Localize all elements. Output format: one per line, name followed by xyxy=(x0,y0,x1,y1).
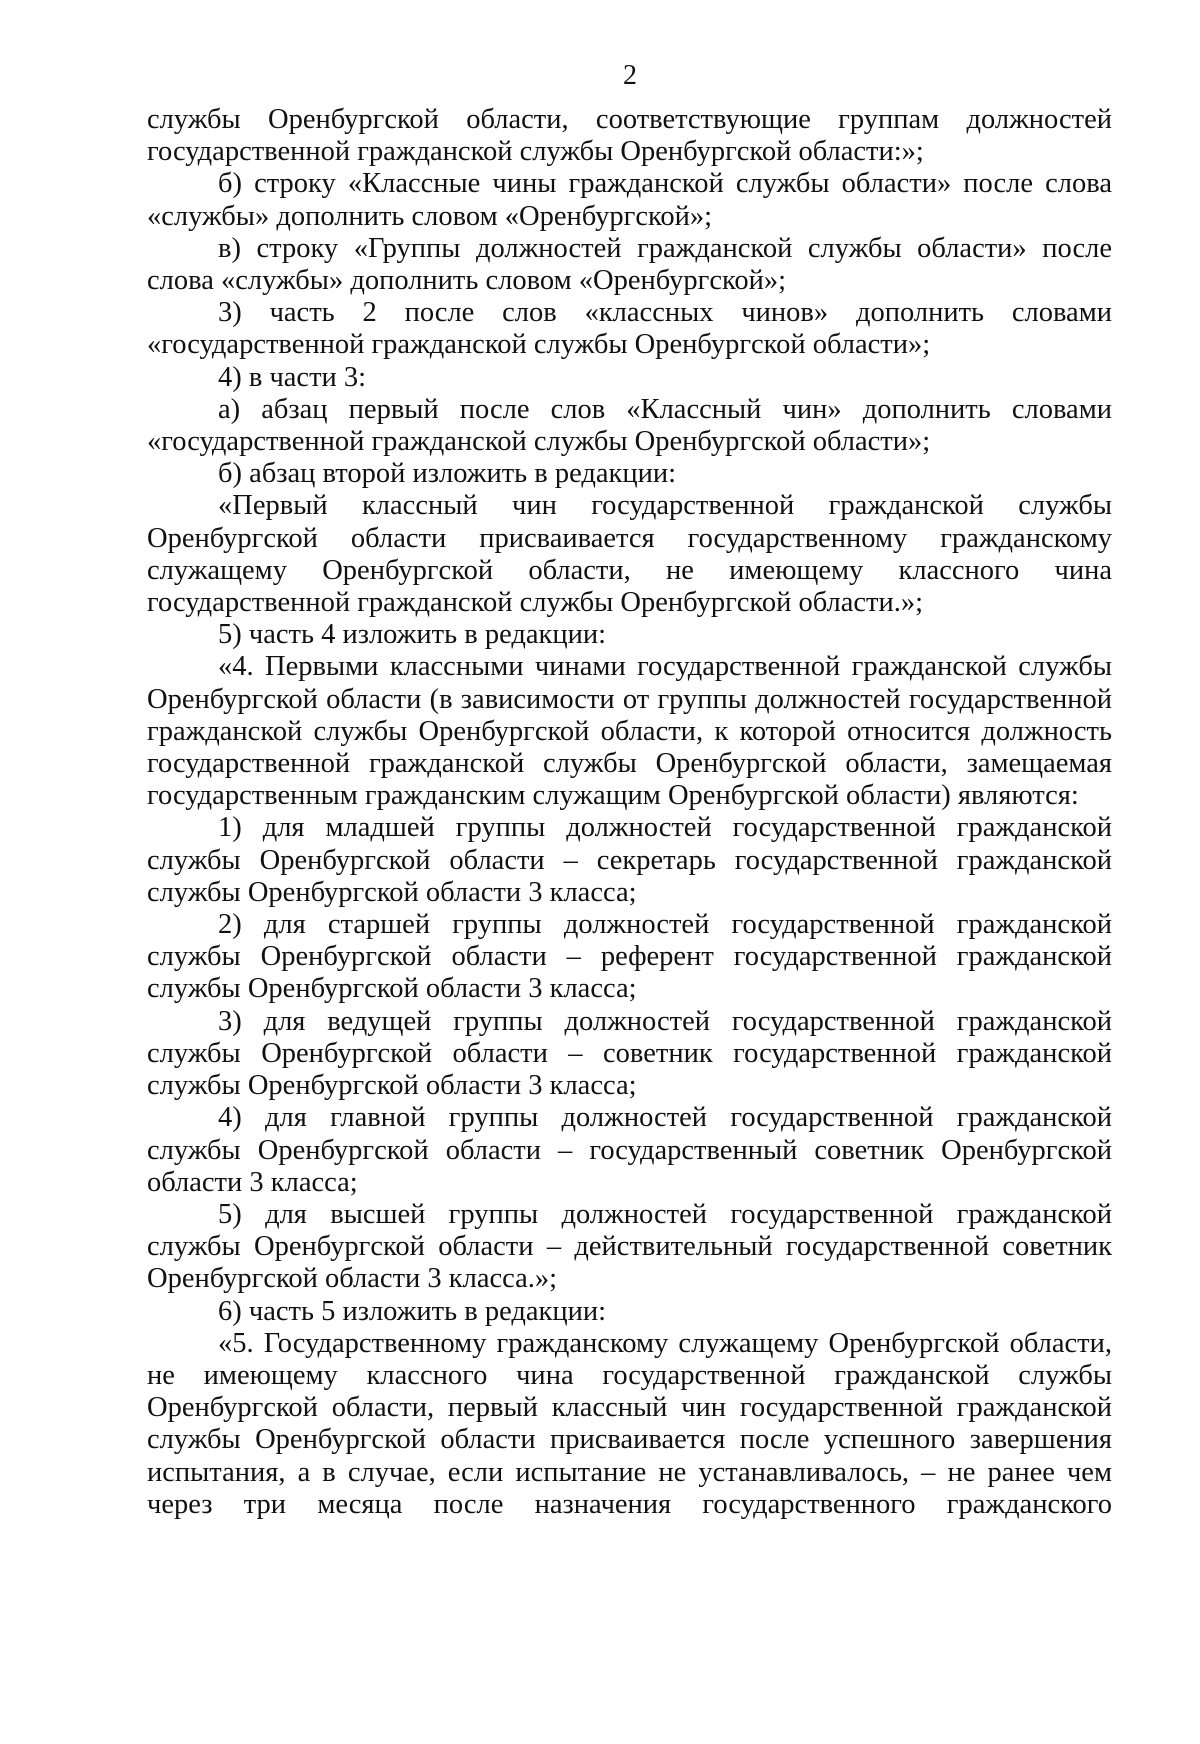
paragraph: 3) для ведущей группы должностей государственной гражданской службы Оренбургской области – советник государственной гражданской службы Оренбургской области 3 класса; xyxy=(147,1005,1112,1102)
paragraph: 1) для младшей группы должностей государственной гражданской службы Оренбургской области – секретарь государственной гражданской службы Оренбургской области 3 класса; xyxy=(147,812,1112,908)
document-body xyxy=(147,104,1112,1521)
paragraph: 3) часть 2 после слов «классных чинов» дополнить словами «государственной гражданской службы Оренбургской области»; xyxy=(147,297,1112,361)
paragraph: «4. Первыми классными чинами государственной гражданской службы Оренбургской области (в зависимости от группы должностей государственной гражданской службы Оренбургской области, к которой относится должность государственной гражданской службы Оренбургской области, замещаемая государственным гражданским служащим Оренбургской области) являются: xyxy=(147,651,1112,812)
paragraph: 4) для главной группы должностей государственной гражданской службы Оренбургской области – государственный советник Оренбургской области 3 класса; xyxy=(147,1102,1112,1198)
paragraph: 2) для старшей группы должностей государственной гражданской службы Оренбургской области – референт государственной гражданской службы Оренбургской области 3 класса; xyxy=(147,909,1112,1005)
paragraph: 5) для высшей группы должностей государственной гражданской службы Оренбургской области – действительный государственной советник Оренбургской области 3 класса.»; xyxy=(147,1198,1112,1295)
paragraph: «Первый классный чин государственной гражданской службы Оренбургской области присваивается государственному гражданскому служащему Оренбургской области, не имеющему классного чина государственной гражданской службы Оренбургской области.»; xyxy=(147,490,1112,619)
paragraph: службы Оренбургской области, соответствующие группам должностей государственной гражданской службы Оренбургской области:»; xyxy=(147,104,1112,168)
paragraph: б) абзац второй изложить в редакции: xyxy=(218,458,677,490)
paragraph: 5) часть 4 изложить в редакции: xyxy=(218,619,607,651)
paragraph: «5. Государственному гражданскому служащему Оренбургской области, не имеющему классного чина государственной гражданской службы Оренбургской области, первый классный чин государственной гражданской службы Оренбургской области присваивается после успешного завершения испытания, а в случае, если испытание не устанавливалось, – не ранее чем через три месяца после назначения государственного гражданского xyxy=(147,1327,1112,1520)
page-number: 2 xyxy=(623,60,637,91)
paragraph: в) строку «Группы должностей гражданской службы области» после слова «службы» дополнить словом «Оренбургской»; xyxy=(147,232,1112,297)
paragraph: 6) часть 5 изложить в редакции: xyxy=(218,1295,607,1327)
paragraph: б) строку «Классные чины гражданской службы области» после слова «службы» дополнить словом «Оренбургской»; xyxy=(147,168,1112,232)
paragraph: 4) в части 3: xyxy=(218,361,367,393)
paragraph: а) абзац первый после слов «Классный чин» дополнить словами «государственной гражданской службы Оренбургской области»; xyxy=(147,393,1112,458)
